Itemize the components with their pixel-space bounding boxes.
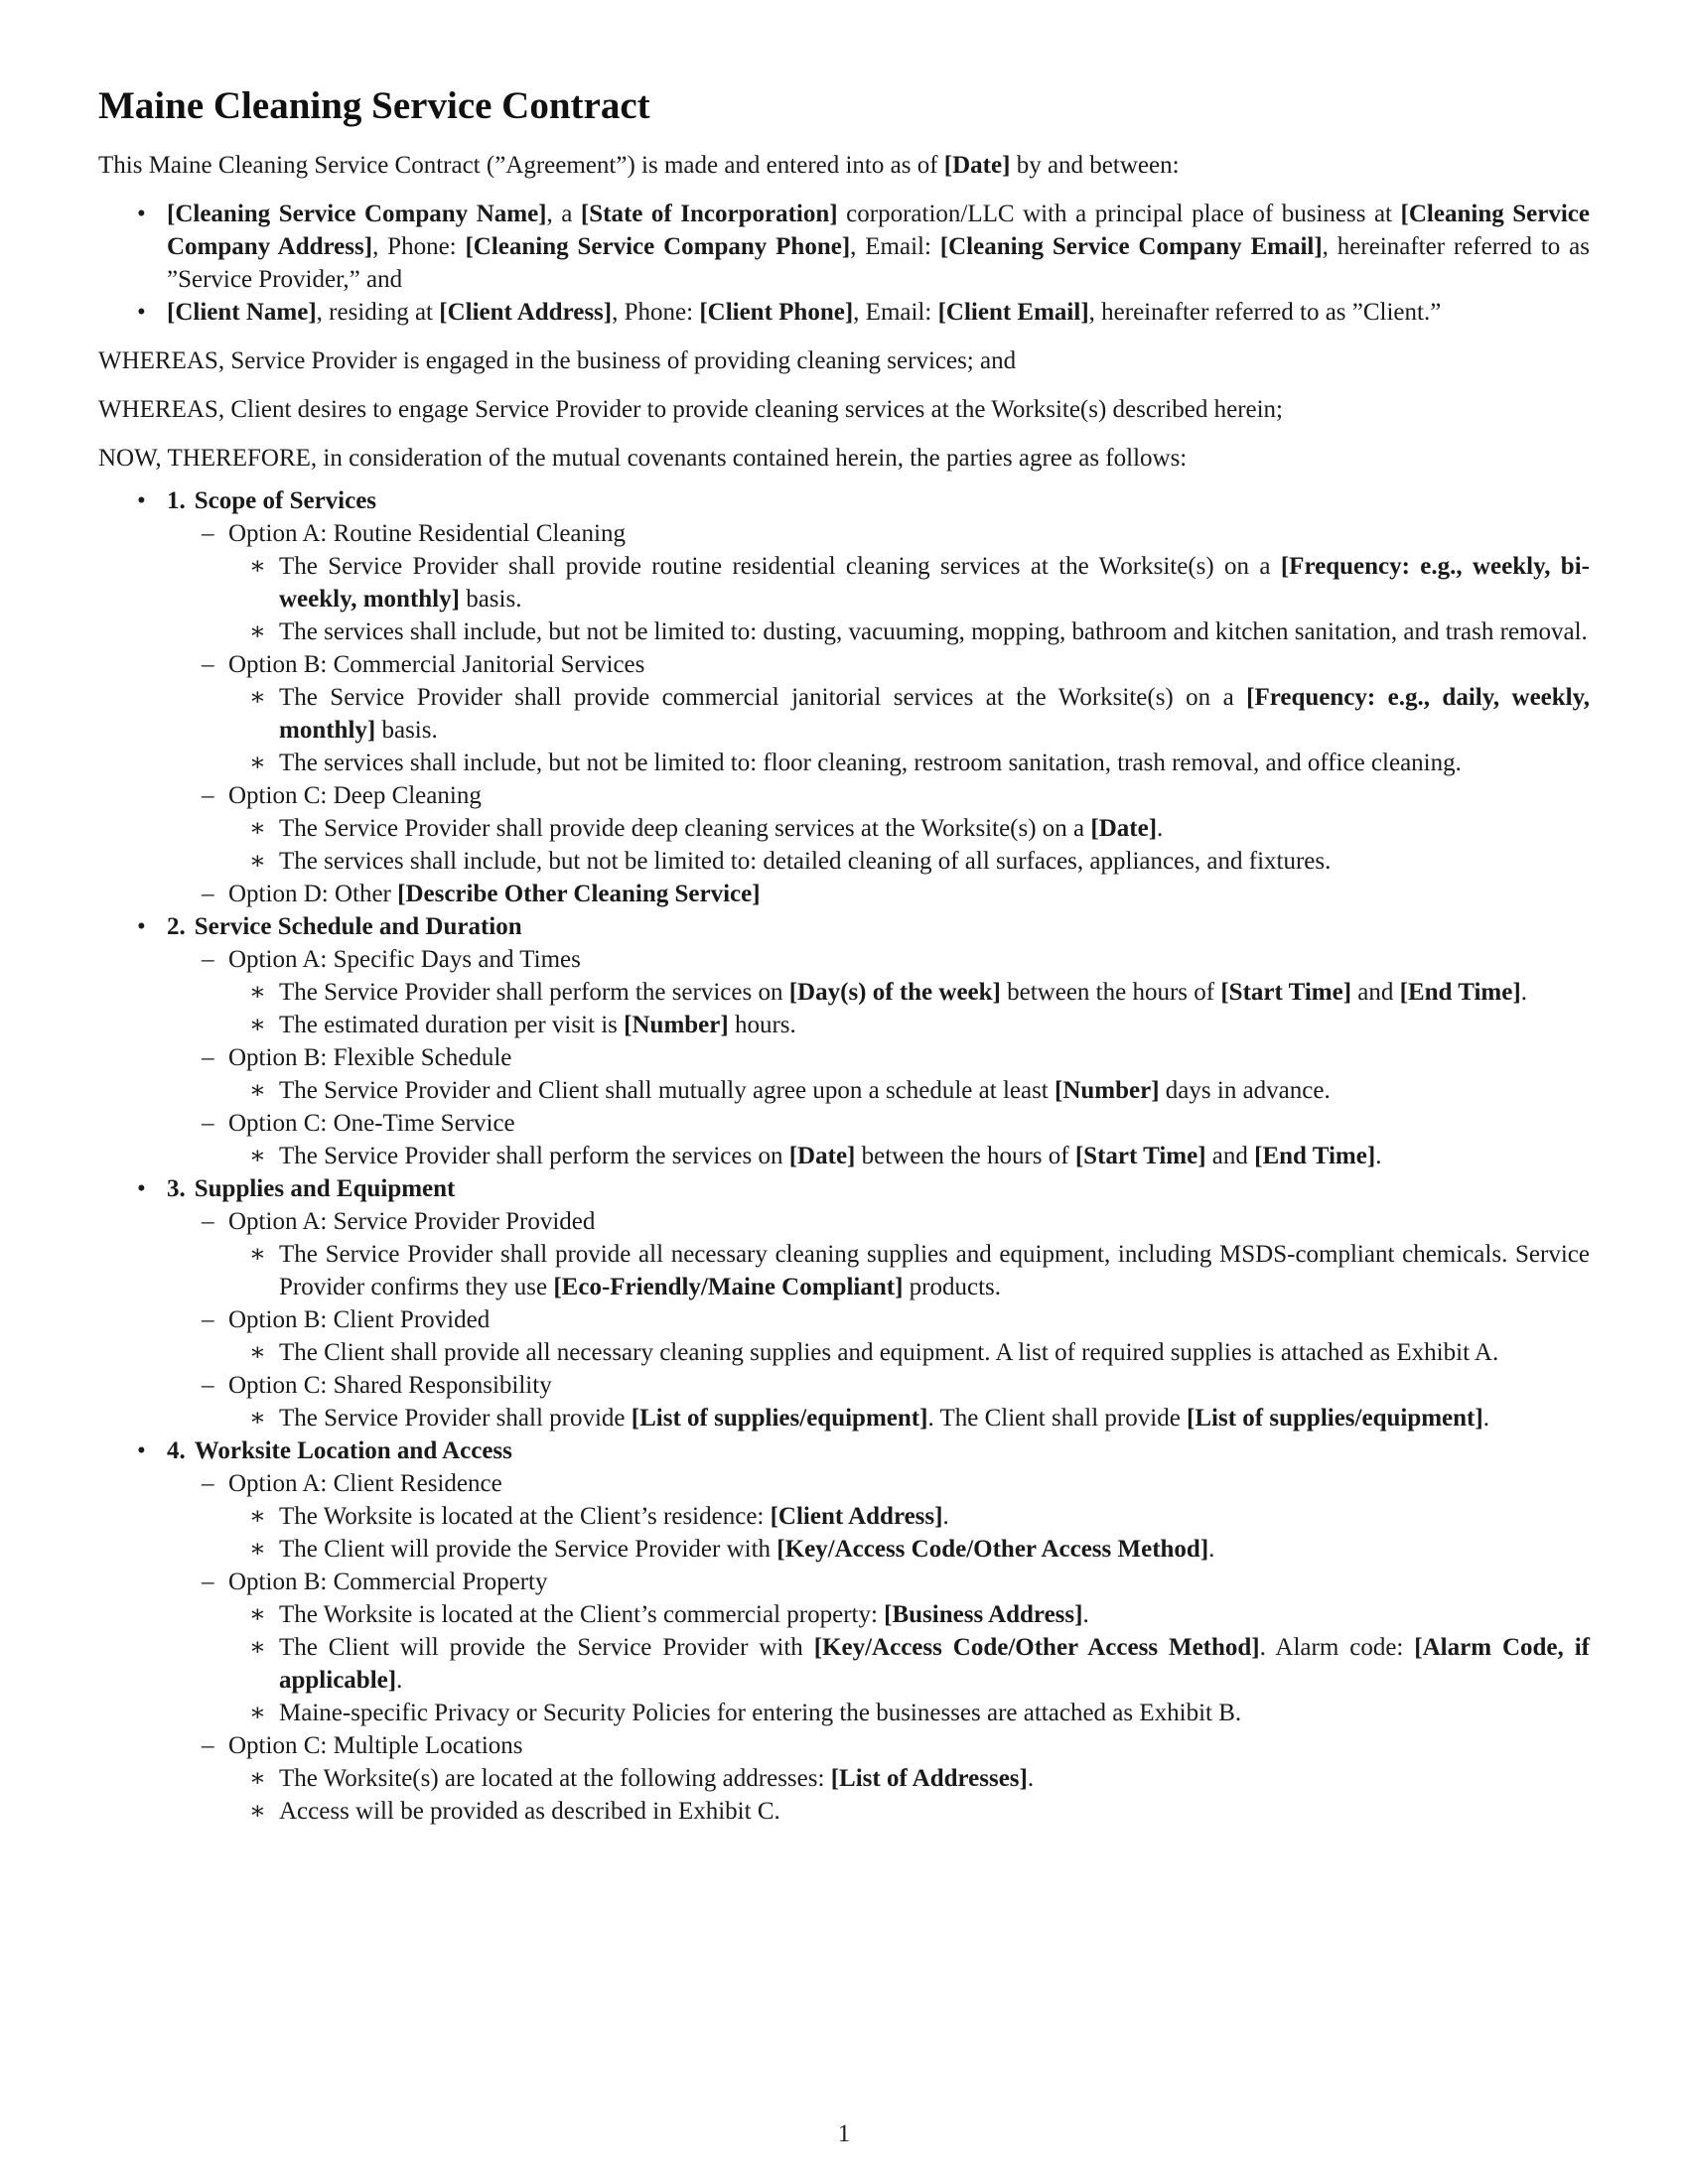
clause-item — [279, 845, 1590, 878]
text-run: and — [1205, 1143, 1255, 1169]
placeholder-field: [Key/Access Code/Other Access Method] — [813, 1634, 1260, 1661]
text-run: Option B: Client Provided — [228, 1306, 491, 1333]
text-run: days in advance. — [1159, 1077, 1331, 1104]
option-label — [228, 1205, 1590, 1238]
clause-item — [279, 1533, 1590, 1566]
option-label — [228, 1369, 1590, 1402]
clause-item — [279, 1140, 1590, 1172]
clause-list — [228, 1402, 1590, 1434]
options-list — [167, 943, 1590, 1172]
clause-item — [279, 976, 1590, 1009]
text-run: . — [942, 1503, 949, 1530]
text-run: products. — [903, 1274, 1002, 1300]
sections-list — [98, 484, 1590, 1828]
recital-whereas-provider: WHEREAS, Service Provider is engaged in the business of providing cleaning services; and — [98, 347, 1017, 374]
text-run: . — [396, 1667, 403, 1694]
text-run: Option A: Client Residence — [228, 1470, 502, 1497]
text-run: , hereinafter referred to as ”Client.” — [1088, 299, 1442, 326]
placeholder-field: [End Time] — [1399, 979, 1521, 1006]
text-run: between the hours of — [855, 1143, 1075, 1169]
option-label — [228, 1041, 1590, 1074]
placeholder-field: [Client Address] — [770, 1503, 943, 1530]
clause-item — [279, 1598, 1590, 1631]
text-run: . — [1375, 1143, 1382, 1169]
section-3 — [167, 1172, 1590, 1434]
text-run: Maine-specific Privacy or Security Policies for entering the businesses are attached as Exhibit B. — [279, 1700, 1242, 1726]
document-page — [98, 83, 1590, 1828]
text-run: This Maine Cleaning Service Contract (”Agreement”) is made and entered into as of — [98, 152, 944, 179]
text-run: Option A: Service Provider Provided — [228, 1208, 596, 1235]
clause-item — [279, 681, 1590, 747]
clause-list — [228, 1336, 1590, 1369]
section-number: 2. — [167, 913, 186, 940]
placeholder-field: [Number] — [624, 1012, 729, 1038]
text-run: Option A: Routine Residential Cleaning — [228, 520, 626, 547]
party-service-provider — [167, 198, 1590, 296]
recital-whereas-client: WHEREAS, Client desires to engage Service Provider to provide cleaning services at the Worksite(s) described herein; — [98, 396, 1284, 423]
section-heading — [167, 484, 1590, 517]
section-2 — [167, 910, 1590, 1172]
option-label — [228, 1566, 1590, 1598]
section-title: Supplies and Equipment — [194, 1175, 456, 1202]
clause-item — [279, 615, 1590, 648]
section-number: 3. — [167, 1175, 186, 1202]
clause-item — [279, 812, 1590, 845]
clause-list — [228, 812, 1590, 878]
clause-list — [228, 1238, 1590, 1303]
placeholder-field: [Client Name] — [167, 299, 317, 326]
text-run: The Client will provide the Service Provider with — [279, 1634, 814, 1661]
section-heading — [167, 1172, 1590, 1205]
text-run: corporation/LLC with a principal place of business at — [837, 201, 1401, 227]
section-number: 1. — [167, 487, 186, 514]
placeholder-field: [Cleaning Service Company Address] — [167, 201, 1590, 260]
section-heading — [167, 1434, 1590, 1467]
clause-list — [228, 550, 1590, 648]
option-item — [228, 878, 1590, 910]
placeholder-field: [Alarm Code, if applicable] — [279, 1634, 1590, 1694]
placeholder-field: [Cleaning Service Company Name] — [167, 201, 547, 227]
option-label — [228, 943, 1590, 976]
text-run: The services shall include, but not be limited to: dusting, vacuuming, mopping, bathroom and kitchen sanitation, and trash removal. — [279, 618, 1588, 645]
placeholder-field: [Start Time] — [1220, 979, 1352, 1006]
text-run: , a — [546, 201, 581, 227]
text-run: . — [1082, 1601, 1089, 1628]
clause-item — [279, 1009, 1590, 1041]
section-title: Scope of Services — [194, 487, 377, 514]
text-run: Option A: Specific Days and Times — [228, 946, 581, 973]
text-run: The Service Provider shall perform the services on — [279, 979, 789, 1006]
clause-list — [228, 1500, 1590, 1566]
clause-list — [228, 1074, 1590, 1107]
placeholder-field: [List of Addresses] — [830, 1765, 1028, 1792]
placeholder-field: [Client Address] — [439, 299, 613, 326]
section-title: Worksite Location and Access — [194, 1437, 512, 1464]
text-run: . Alarm code: — [1259, 1634, 1415, 1661]
text-run: basis. — [375, 717, 438, 744]
text-run: The estimated duration per visit is — [279, 1012, 625, 1038]
option-label — [228, 1303, 1590, 1336]
placeholder-field: [Number] — [1055, 1077, 1160, 1104]
text-run: . — [1027, 1765, 1035, 1792]
text-run: , residing at — [316, 299, 440, 326]
text-run: and — [1351, 979, 1400, 1006]
placeholder-field: [List of supplies/equipment] — [631, 1405, 928, 1432]
text-run: Option C: Shared Responsibility — [228, 1372, 552, 1399]
text-run: The services shall include, but not be limited to: floor cleaning, restroom sanitation, trash removal, and office cleaning. — [279, 750, 1462, 776]
placeholder-field: [Cleaning Service Company Email] — [939, 233, 1323, 260]
text-run: , Phone: — [372, 233, 466, 260]
placeholder-field: [Client Phone] — [699, 299, 854, 326]
option-item — [228, 1041, 1590, 1107]
option-item — [228, 1467, 1590, 1566]
options-list — [167, 517, 1590, 910]
text-run: The Worksite(s) are located at the following addresses: — [279, 1765, 831, 1792]
placeholder-field: [Key/Access Code/Other Access Method] — [776, 1536, 1209, 1563]
option-item — [228, 1303, 1590, 1369]
option-label — [228, 1467, 1590, 1500]
section-number: 4. — [167, 1437, 186, 1464]
option-label — [228, 517, 1590, 550]
placeholder-field: [Describe Other Cleaning Service] — [397, 881, 761, 907]
placeholder-field: [Eco-Friendly/Maine Compliant] — [553, 1274, 904, 1300]
placeholder-field: [List of supplies/equipment] — [1187, 1405, 1483, 1432]
clause-item — [279, 1795, 1590, 1828]
page-number: 1 — [837, 2120, 851, 2147]
clause-item — [279, 1074, 1590, 1107]
clause-item — [279, 1402, 1590, 1434]
clause-item — [279, 1697, 1590, 1729]
clause-item — [279, 550, 1590, 615]
clause-list — [228, 1598, 1590, 1729]
placeholder-field: [End Time] — [1254, 1143, 1376, 1169]
placeholder-field: [Date] — [1090, 815, 1158, 842]
placeholder-field: [Business Address] — [884, 1601, 1083, 1628]
section-heading — [167, 910, 1590, 943]
text-run: The Client will provide the Service Provider with — [279, 1536, 777, 1563]
clause-list — [228, 681, 1590, 779]
text-run: , hereinafter referred to as ”Service Provider,” and — [167, 233, 1590, 293]
text-run: . — [1482, 1405, 1489, 1432]
clause-item — [279, 747, 1590, 779]
text-run: . — [1208, 1536, 1215, 1563]
text-run: The Service Provider shall provide deep cleaning services at the Worksite(s) on a — [279, 815, 1091, 842]
document-title: Maine Cleaning Service Contract — [98, 84, 650, 127]
placeholder-field: [Frequency: e.g., weekly, bi-weekly, monthly] — [279, 553, 1590, 613]
option-item — [228, 648, 1590, 779]
options-list — [167, 1205, 1590, 1434]
text-run: The Service Provider shall provide all necessary cleaning supplies and equipment, including MSDS-compliant chemicals. Service Provider confirms they use — [279, 1241, 1590, 1300]
text-run: Option B: Flexible Schedule — [228, 1044, 512, 1071]
option-item — [228, 1205, 1590, 1303]
clause-item — [279, 1500, 1590, 1533]
text-run: The Service Provider shall perform the services on — [279, 1143, 789, 1169]
text-run: hours. — [728, 1012, 796, 1038]
option-label — [228, 1729, 1590, 1762]
text-run: , Phone: — [612, 299, 700, 326]
placeholder-field: [Frequency: e.g., daily, weekly, monthly] — [279, 684, 1591, 744]
text-run: Option C: Multiple Locations — [228, 1732, 523, 1759]
text-run: The Service Provider shall provide — [279, 1405, 632, 1432]
option-item — [228, 1566, 1590, 1729]
text-run: The Client shall provide all necessary cleaning supplies and equipment. A list of required supplies is attached as Exhibit A. — [279, 1339, 1499, 1366]
recital-now-therefore: NOW, THEREFORE, in consideration of the mutual covenants contained herein, the parties agree as follows: — [98, 445, 1188, 472]
clause-item — [279, 1631, 1590, 1697]
text-run: . — [1520, 979, 1527, 1006]
options-list — [167, 1467, 1590, 1828]
option-label — [228, 648, 1590, 681]
clause-item — [279, 1762, 1590, 1795]
text-run: , Email: — [850, 233, 940, 260]
section-4 — [167, 1434, 1590, 1828]
text-run: The Service Provider shall provide commercial janitorial services at the Worksite(s) on a — [279, 684, 1247, 711]
section-1 — [167, 484, 1590, 910]
text-run: The Worksite is located at the Client’s residence: — [279, 1503, 771, 1530]
placeholder-field: [State of Incorporation] — [580, 201, 838, 227]
placeholder-field: [Date] — [788, 1143, 856, 1169]
text-run: The services shall include, but not be limited to: detailed cleaning of all surfaces, appliances, and fixtures. — [279, 848, 1332, 875]
option-item — [228, 1107, 1590, 1172]
text-run: Option B: Commercial Janitorial Services — [228, 651, 645, 678]
option-item — [228, 1729, 1590, 1828]
placeholder-field: [Start Time] — [1074, 1143, 1206, 1169]
text-run: . — [1157, 815, 1164, 842]
text-run: Access will be provided as described in Exhibit C. — [279, 1798, 780, 1825]
party-client — [167, 296, 1590, 329]
text-run: , Email: — [853, 299, 938, 326]
option-item — [228, 779, 1590, 878]
option-item — [228, 1369, 1590, 1434]
text-run: The Worksite is located at the Client’s commercial property: — [279, 1601, 885, 1628]
option-label — [228, 779, 1590, 812]
placeholder-field: [Client Email] — [937, 299, 1089, 326]
intro-paragraph — [98, 149, 1590, 182]
text-run: by and between: — [1010, 152, 1180, 179]
text-run: between the hours of — [1000, 979, 1221, 1006]
clause-list — [228, 1762, 1590, 1828]
text-run: . The Client shall provide — [927, 1405, 1188, 1432]
clause-list — [228, 976, 1590, 1041]
clause-item — [279, 1336, 1590, 1369]
text-run: Option C: One-Time Service — [228, 1110, 515, 1137]
text-run: basis. — [459, 586, 522, 613]
section-title: Service Schedule and Duration — [194, 913, 522, 940]
placeholder-field: [Date] — [943, 152, 1011, 179]
placeholder-field: [Cleaning Service Company Phone] — [465, 233, 851, 260]
text-run: Option B: Commercial Property — [228, 1569, 548, 1595]
parties-list — [98, 198, 1590, 329]
placeholder-field: [Day(s) of the week] — [788, 979, 1001, 1006]
clause-item — [279, 1238, 1590, 1303]
text-run: The Service Provider and Client shall mutually agree upon a schedule at least — [279, 1077, 1055, 1104]
option-label — [228, 1107, 1590, 1140]
text-run: Option C: Deep Cleaning — [228, 782, 482, 809]
option-item — [228, 517, 1590, 648]
option-item — [228, 943, 1590, 1041]
option-label — [228, 878, 1590, 910]
text-run: The Service Provider shall provide routine residential cleaning services at the Worksite(s) on a — [279, 553, 1281, 580]
clause-list — [228, 1140, 1590, 1172]
text-run: Option D: Other — [228, 881, 398, 907]
